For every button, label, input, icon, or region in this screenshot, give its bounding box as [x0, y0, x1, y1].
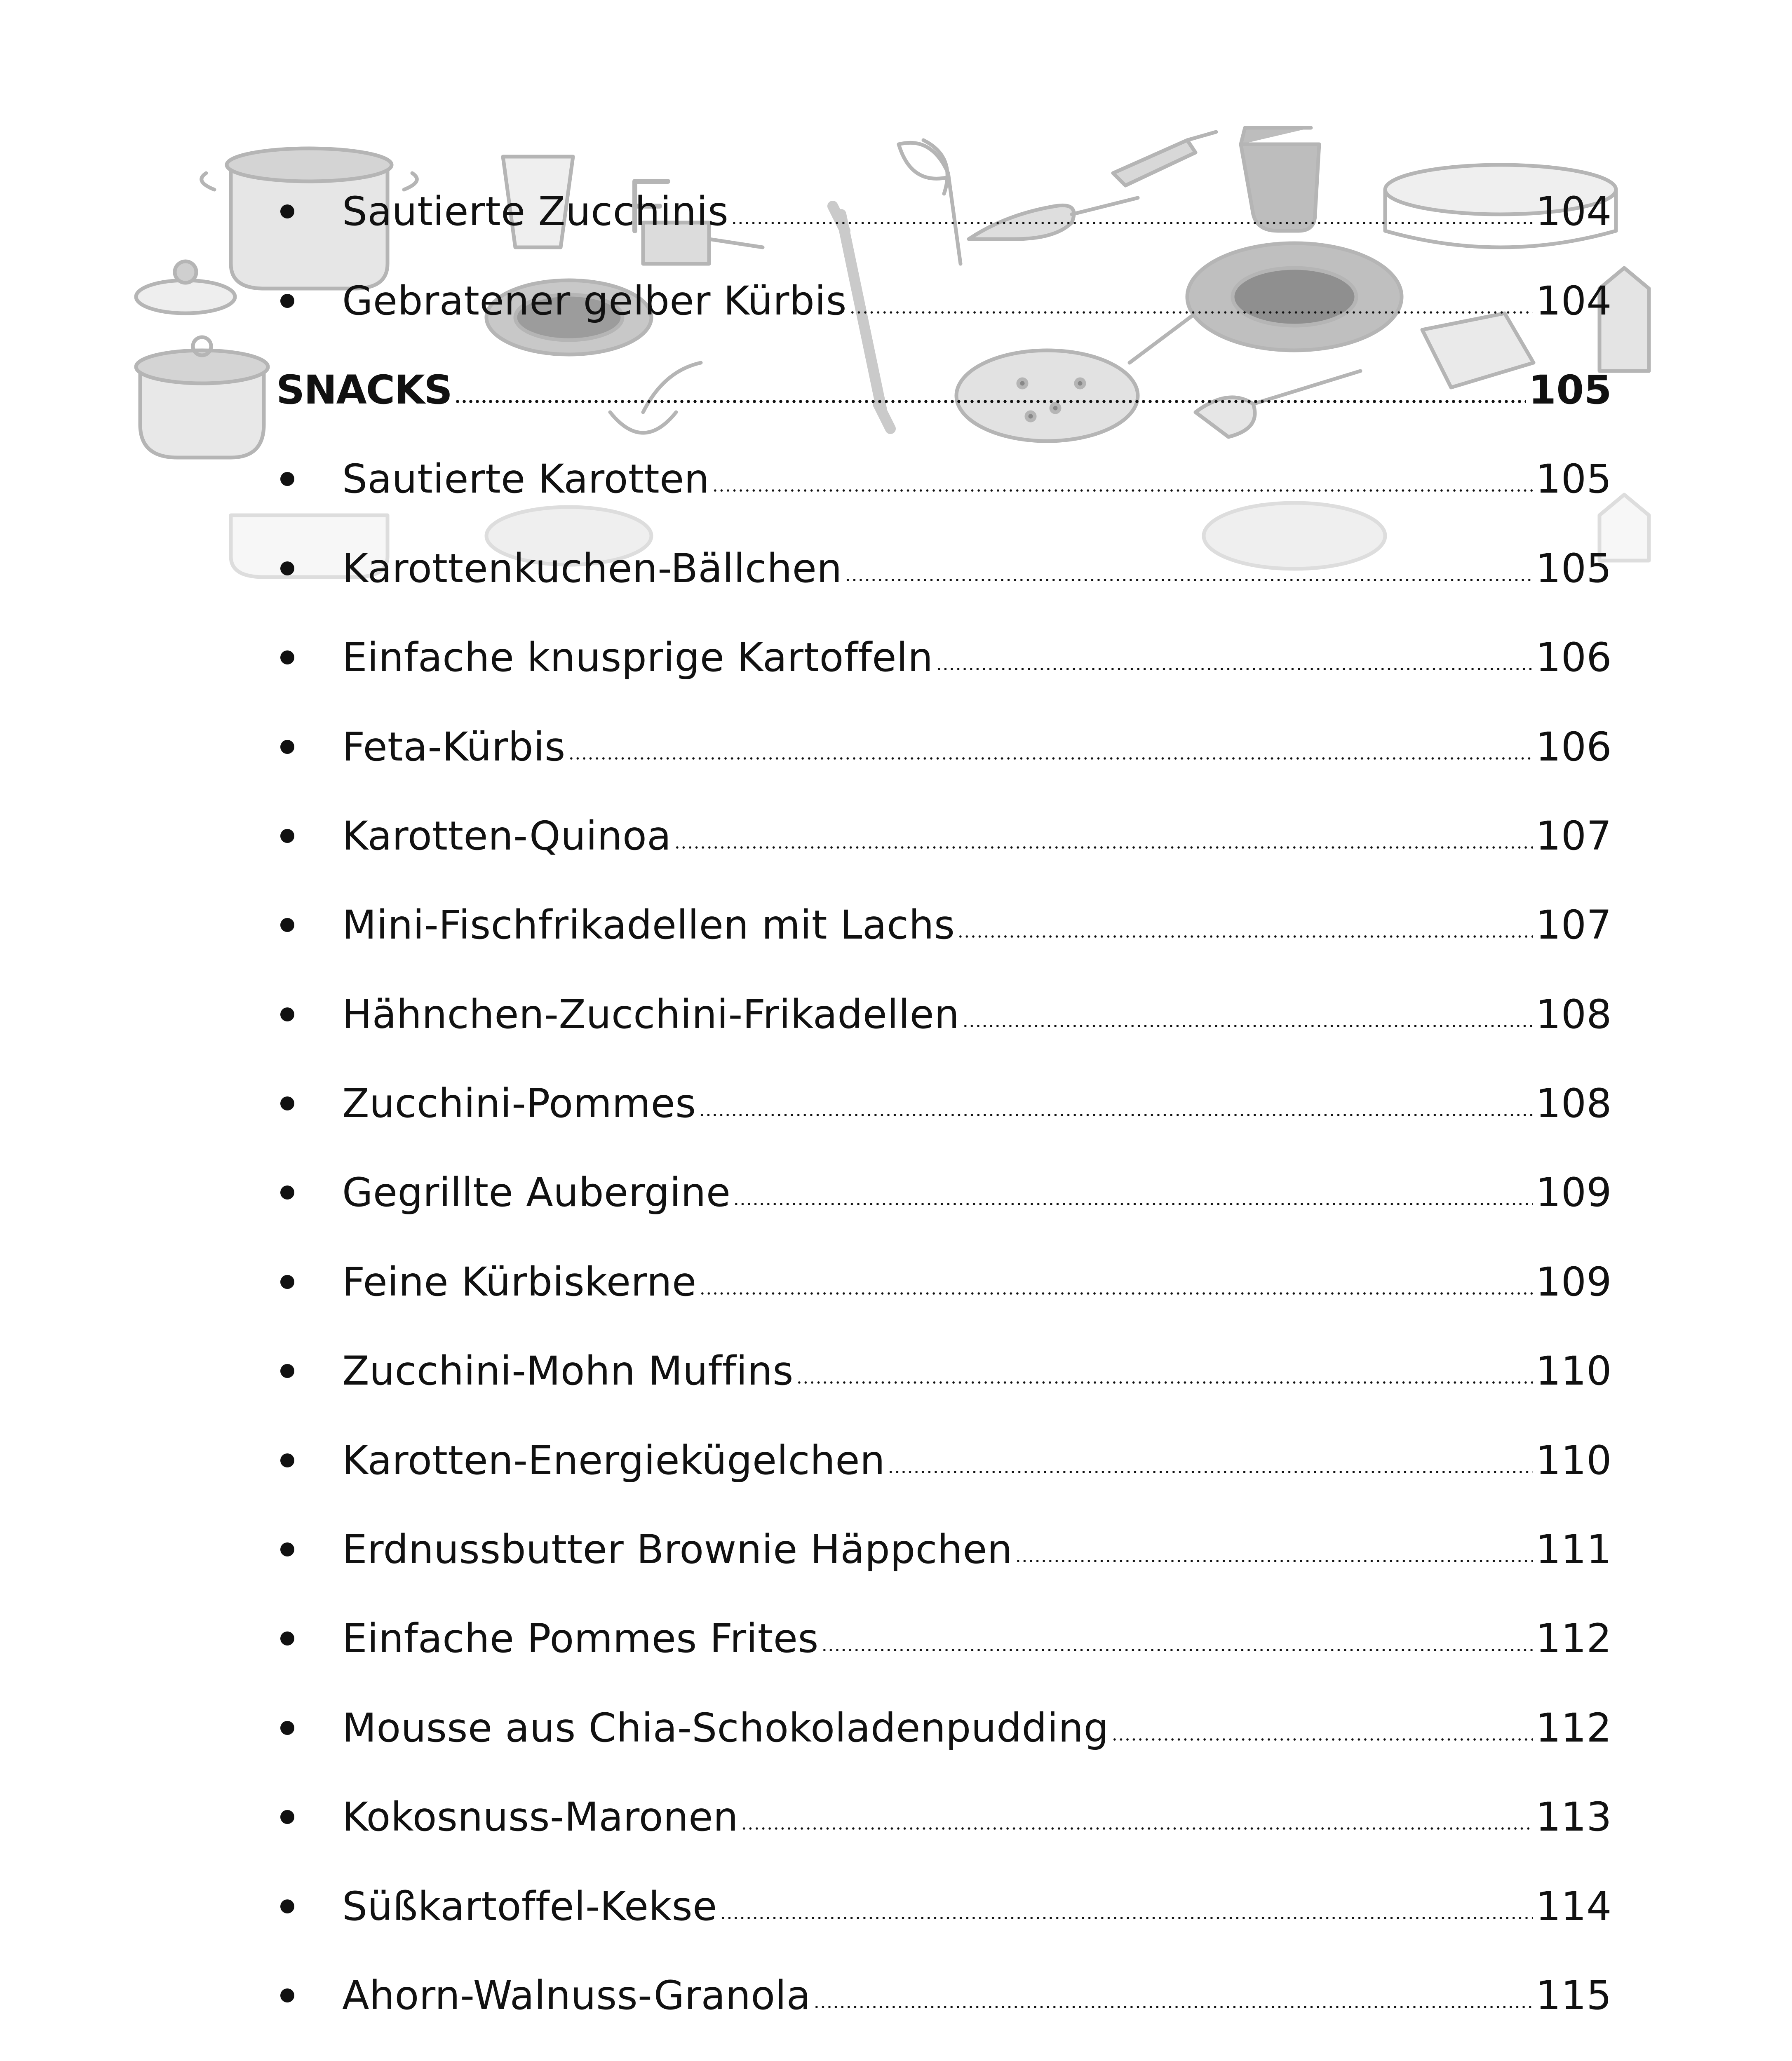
- toc-entry[interactable]: [276, 524, 1612, 613]
- dot-leader: [699, 1113, 1534, 1117]
- toc-entry[interactable]: [276, 434, 1612, 523]
- dot-leader: [796, 1381, 1533, 1384]
- toc-entry[interactable]: [276, 1861, 1612, 1951]
- bullet-icon: [276, 561, 342, 575]
- toc-entry[interactable]: [276, 613, 1612, 702]
- bullet-icon: [276, 1721, 342, 1735]
- bullet-icon: [276, 1185, 342, 1200]
- toc-entry-title: Gegrillte Aubergine: [342, 1169, 731, 1216]
- dot-leader: [849, 311, 1533, 314]
- dot-leader: [813, 2005, 1533, 2009]
- toc-entry-page: 108: [1536, 991, 1612, 1038]
- dot-leader: [957, 935, 1533, 938]
- toc-entry[interactable]: [276, 1237, 1612, 1326]
- bullet-icon: [276, 1007, 342, 1021]
- dot-leader: [712, 489, 1533, 492]
- toc-entry-page: 112: [1536, 1704, 1612, 1751]
- table-of-contents: [276, 167, 1612, 2061]
- toc-entry-page: 114: [1536, 1883, 1612, 1930]
- dot-leader: [674, 846, 1534, 849]
- bullet-icon: [276, 294, 342, 308]
- dot-leader: [1111, 1738, 1533, 1741]
- bullet-icon: [276, 1988, 342, 2002]
- toc-entry-page: 106: [1536, 634, 1612, 681]
- dot-leader: [454, 399, 1526, 404]
- dot-leader: [733, 1202, 1533, 1206]
- toc-entry-page: 105: [1536, 545, 1612, 592]
- toc-entry-page: 113: [1536, 1794, 1612, 1840]
- toc-entry-title: Süßkartoffel-Kekse: [342, 1883, 717, 1930]
- toc-entry-title: Einfache knusprige Kartoffeln: [342, 634, 933, 681]
- toc-entry-page: 110: [1536, 1437, 1612, 1484]
- toc-entry[interactable]: [276, 1594, 1612, 1683]
- toc-entry-title: Ahorn-Walnuss-Granola: [342, 1972, 811, 2019]
- toc-entry-title: Feta-Kürbis: [342, 723, 566, 770]
- toc-entry[interactable]: [276, 791, 1612, 880]
- toc-entry-page: 108: [1536, 1080, 1612, 1127]
- bullet-icon: [276, 650, 342, 664]
- toc-entry[interactable]: [276, 1059, 1612, 1148]
- toc-entry[interactable]: [276, 256, 1612, 345]
- bullet-icon: [276, 1810, 342, 1824]
- toc-entry-title: Sautierte Zucchinis: [342, 188, 729, 235]
- bullet-icon: [276, 1275, 342, 1289]
- toc-entry-title: Gebratener gelber Kürbis: [342, 277, 847, 324]
- bullet-icon: [276, 204, 342, 218]
- toc-section-title: SNACKS: [276, 366, 452, 413]
- bullet-icon: [276, 740, 342, 754]
- toc-entry-title: Erdnussbutter Brownie Häppchen: [342, 1526, 1013, 1573]
- bullet-icon: [276, 918, 342, 932]
- toc-entry-title: Hähnchen-Zucchini-Frikadellen: [342, 991, 960, 1038]
- dot-leader: [845, 578, 1534, 582]
- toc-entry-title: Feine Kürbiskerne: [342, 1258, 697, 1305]
- toc-entry[interactable]: [276, 1326, 1612, 1415]
- toc-section-page: 105: [1529, 366, 1612, 413]
- toc-entry[interactable]: [276, 702, 1612, 791]
- toc-section-heading[interactable]: [276, 345, 1612, 434]
- toc-entry[interactable]: [276, 1505, 1612, 1594]
- toc-entry-title: Karotten-Quinoa: [342, 812, 672, 859]
- toc-entry[interactable]: [276, 1951, 1612, 2040]
- dot-leader: [936, 667, 1534, 671]
- toc-entry-page: 112: [1536, 1615, 1612, 1662]
- toc-entry-page: 109: [1536, 1169, 1612, 1216]
- toc-entry-page: 104: [1536, 277, 1612, 324]
- toc-entry[interactable]: [276, 1772, 1612, 1861]
- toc-entry-page: 109: [1536, 1258, 1612, 1305]
- dot-leader: [741, 1827, 1533, 1830]
- toc-entry-page: 110: [1536, 1348, 1612, 1394]
- toc-entry-title: Zucchini-Pommes: [342, 1080, 696, 1127]
- toc-entry-title: Zucchini-Mohn Muffins: [342, 1348, 794, 1394]
- bullet-icon: [276, 1542, 342, 1556]
- bullet-icon: [276, 1631, 342, 1646]
- toc-entry[interactable]: [276, 1148, 1612, 1237]
- toc-entry-page: 107: [1536, 902, 1612, 948]
- toc-entry[interactable]: [276, 167, 1612, 256]
- toc-entry-page: 104: [1536, 188, 1612, 235]
- toc-entry[interactable]: [276, 880, 1612, 969]
- dot-leader: [699, 1292, 1534, 1295]
- toc-entry-title: Kokosnuss-Maronen: [342, 1794, 739, 1840]
- dot-leader: [888, 1470, 1533, 1474]
- dot-leader: [962, 1024, 1534, 1028]
- toc-entry[interactable]: [276, 2040, 1612, 2061]
- dot-leader: [720, 1916, 1534, 1920]
- toc-entry-title: Karottenkuchen-Bällchen: [342, 545, 842, 592]
- toc-entry-title: Mousse aus Chia-Schokoladenpudding: [342, 1704, 1109, 1751]
- bullet-icon: [276, 1899, 342, 1913]
- toc-entry-page: 115: [1536, 1972, 1612, 2019]
- toc-entry-title: Sautierte Karotten: [342, 456, 710, 502]
- bullet-icon: [276, 1096, 342, 1110]
- dot-leader: [821, 1648, 1533, 1652]
- dot-leader: [731, 221, 1533, 225]
- toc-entry-title: Einfache Pommes Frites: [342, 1615, 819, 1662]
- toc-entry[interactable]: [276, 970, 1612, 1059]
- toc-entry-page: 106: [1536, 723, 1612, 770]
- toc-entry-title: Karotten-Energiekügelchen: [342, 1437, 885, 1484]
- dot-leader: [1015, 1559, 1533, 1563]
- bullet-icon: [276, 829, 342, 843]
- dot-leader: [568, 757, 1534, 760]
- toc-entry[interactable]: [276, 1683, 1612, 1772]
- bullet-icon: [276, 1364, 342, 1378]
- bullet-icon: [276, 472, 342, 486]
- toc-entry-page: 105: [1536, 456, 1612, 502]
- toc-entry-title: Mini-Fischfrikadellen mit Lachs: [342, 902, 955, 948]
- toc-entry[interactable]: [276, 1415, 1612, 1505]
- toc-entry-page: 111: [1536, 1526, 1612, 1573]
- bullet-icon: [276, 1453, 342, 1467]
- toc-entry-page: 107: [1536, 812, 1612, 859]
